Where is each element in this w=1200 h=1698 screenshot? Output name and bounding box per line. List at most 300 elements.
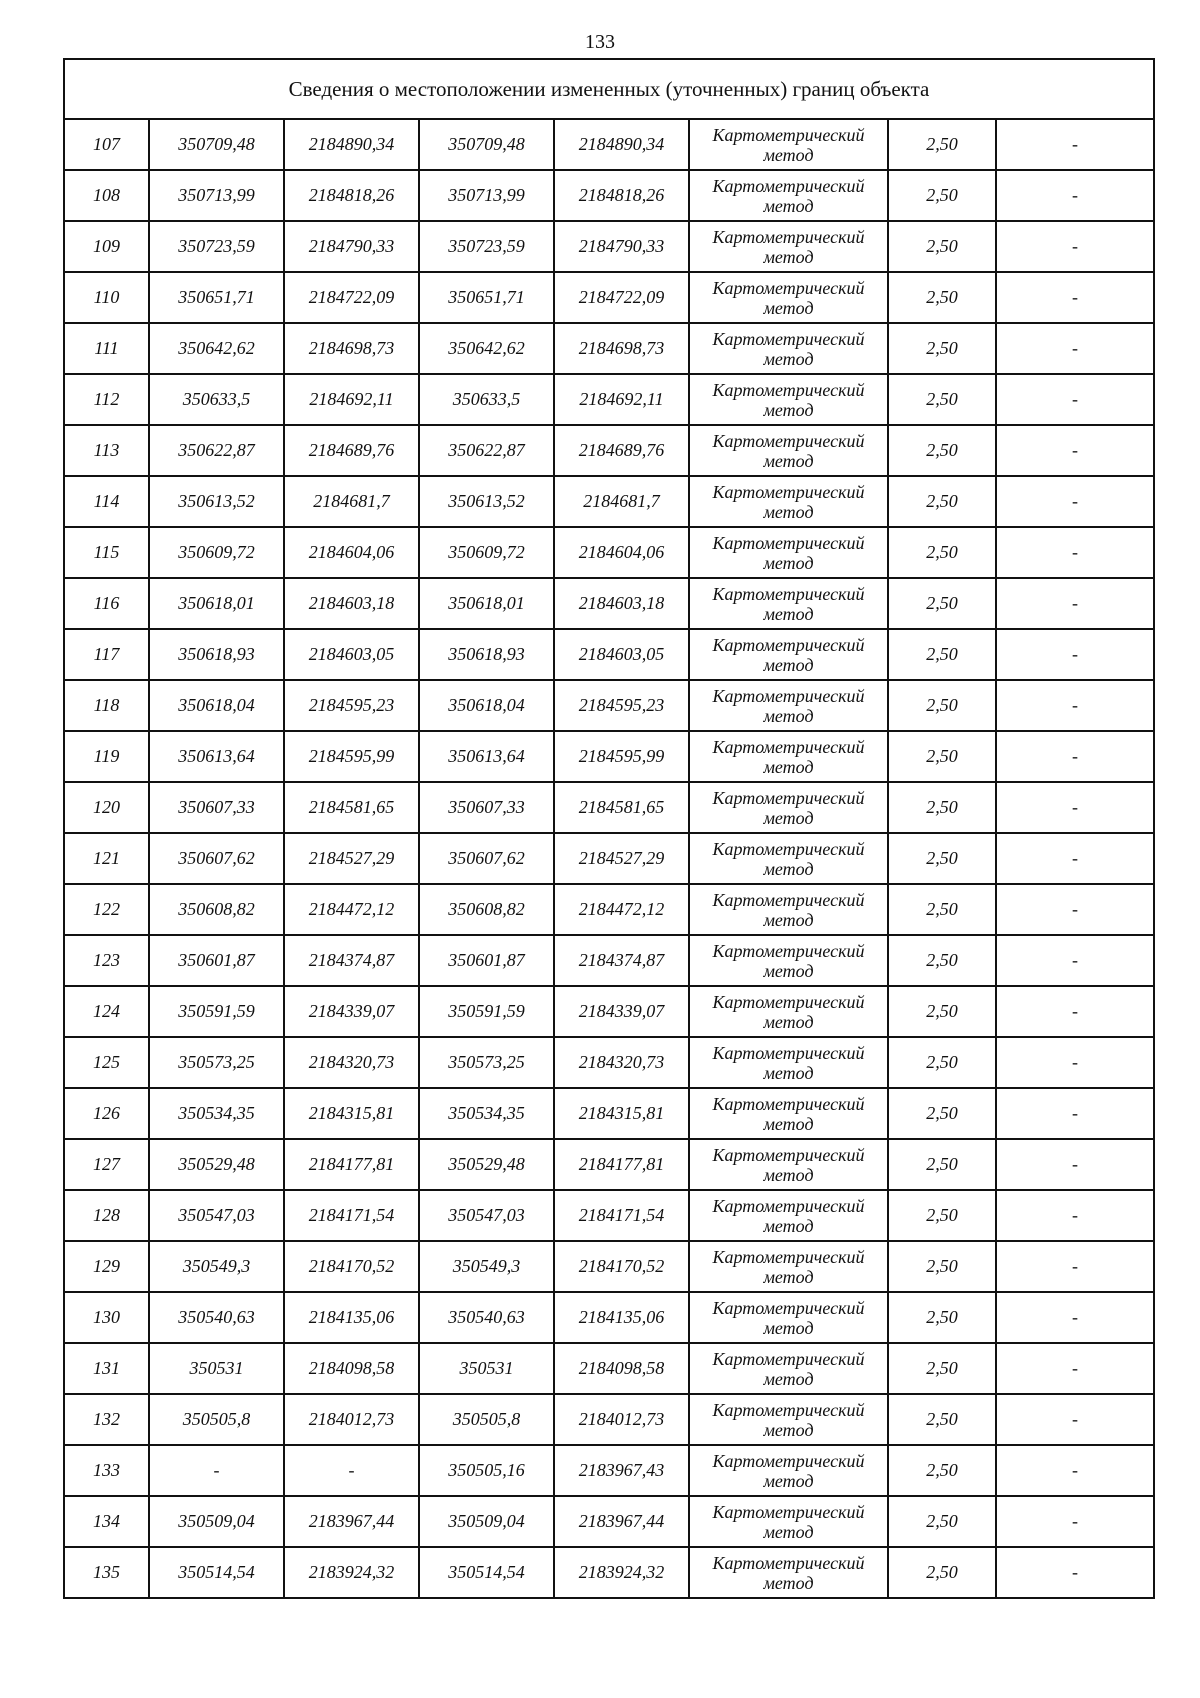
method-line-1: Картометрический (712, 838, 865, 859)
point-number-cell: 117 (64, 629, 149, 680)
y-existing-cell: 2184135,06 (284, 1292, 419, 1343)
x-refined-cell: 350618,04 (419, 680, 554, 731)
method-line-2: метод (763, 807, 814, 828)
method-cell (689, 731, 888, 782)
table-row (64, 1547, 1154, 1598)
table-row (64, 1445, 1154, 1496)
table-row (64, 833, 1154, 884)
method-cell (689, 272, 888, 323)
x-refined-cell: 350509,04 (419, 1496, 554, 1547)
x-refined-cell: 350591,59 (419, 986, 554, 1037)
point-number-cell: 123 (64, 935, 149, 986)
x-existing-cell: 350613,52 (149, 476, 284, 527)
precision-cell: 2,50 (888, 1190, 996, 1241)
point-number-cell: 121 (64, 833, 149, 884)
table-row (64, 1088, 1154, 1139)
method-line-2: метод (763, 1215, 814, 1236)
method-line-2: метод (763, 1368, 814, 1389)
table-row (64, 1241, 1154, 1292)
y-existing-cell: 2184604,06 (284, 527, 419, 578)
y-existing-cell: 2184790,33 (284, 221, 419, 272)
method-cell (689, 1496, 888, 1547)
y-refined-cell: 2184595,23 (554, 680, 689, 731)
table-body (64, 59, 1154, 1598)
y-existing-cell: 2184527,29 (284, 833, 419, 884)
x-existing-cell: 350573,25 (149, 1037, 284, 1088)
y-refined-cell: 2184315,81 (554, 1088, 689, 1139)
method-cell (689, 527, 888, 578)
x-existing-cell: 350591,59 (149, 986, 284, 1037)
precision-cell: 2,50 (888, 527, 996, 578)
y-refined-cell: 2184177,81 (554, 1139, 689, 1190)
x-existing-cell: 350713,99 (149, 170, 284, 221)
point-number-cell: 118 (64, 680, 149, 731)
x-existing-cell: 350723,59 (149, 221, 284, 272)
table-row (64, 1394, 1154, 1445)
y-refined-cell: 2184012,73 (554, 1394, 689, 1445)
note-cell: - (996, 221, 1154, 272)
point-number-cell: 120 (64, 782, 149, 833)
y-refined-cell: 2184818,26 (554, 170, 689, 221)
table-row (64, 476, 1154, 527)
precision-cell: 2,50 (888, 935, 996, 986)
precision-cell: 2,50 (888, 1547, 996, 1598)
y-existing-cell: 2184472,12 (284, 884, 419, 935)
x-existing-cell: 350505,8 (149, 1394, 284, 1445)
precision-cell: 2,50 (888, 1037, 996, 1088)
table-row (64, 1343, 1154, 1394)
x-existing-cell: 350608,82 (149, 884, 284, 935)
y-existing-cell: 2184603,18 (284, 578, 419, 629)
precision-cell: 2,50 (888, 272, 996, 323)
precision-cell: 2,50 (888, 374, 996, 425)
y-refined-cell: 2184604,06 (554, 527, 689, 578)
table-row (64, 884, 1154, 935)
precision-cell: 2,50 (888, 680, 996, 731)
y-refined-cell: 2184689,76 (554, 425, 689, 476)
method-cell (689, 1037, 888, 1088)
precision-cell: 2,50 (888, 1394, 996, 1445)
x-refined-cell: 350613,52 (419, 476, 554, 527)
method-line-2: метод (763, 1470, 814, 1491)
note-cell: - (996, 782, 1154, 833)
point-number-cell: 127 (64, 1139, 149, 1190)
point-number-cell: 107 (64, 119, 149, 170)
x-refined-cell: 350609,72 (419, 527, 554, 578)
method-line-2: метод (763, 246, 814, 267)
note-cell: - (996, 1547, 1154, 1598)
y-existing-cell: 2184595,99 (284, 731, 419, 782)
precision-cell: 2,50 (888, 1496, 996, 1547)
method-line-2: метод (763, 1113, 814, 1134)
y-existing-cell: 2184818,26 (284, 170, 419, 221)
method-line-2: метод (763, 450, 814, 471)
note-cell: - (996, 170, 1154, 221)
note-cell: - (996, 1241, 1154, 1292)
y-existing-cell: 2184171,54 (284, 1190, 419, 1241)
precision-cell: 2,50 (888, 884, 996, 935)
point-number-cell: 116 (64, 578, 149, 629)
note-cell: - (996, 425, 1154, 476)
method-cell (689, 119, 888, 170)
point-number-cell: 133 (64, 1445, 149, 1496)
y-refined-cell: 2184790,33 (554, 221, 689, 272)
x-refined-cell: 350633,5 (419, 374, 554, 425)
x-existing-cell: 350547,03 (149, 1190, 284, 1241)
y-refined-cell: 2184692,11 (554, 374, 689, 425)
method-line-2: метод (763, 756, 814, 777)
x-refined-cell: 350608,82 (419, 884, 554, 935)
method-line-2: метод (763, 1062, 814, 1083)
method-line-1: Картометрический (712, 685, 865, 706)
table-row (64, 629, 1154, 680)
table-row (64, 578, 1154, 629)
y-existing-cell: 2184698,73 (284, 323, 419, 374)
method-line-2: метод (763, 1317, 814, 1338)
point-number-cell: 113 (64, 425, 149, 476)
method-cell (689, 476, 888, 527)
y-existing-cell: 2184595,23 (284, 680, 419, 731)
note-cell: - (996, 833, 1154, 884)
x-refined-cell: 350547,03 (419, 1190, 554, 1241)
point-number-cell: 108 (64, 170, 149, 221)
x-existing-cell: 350534,35 (149, 1088, 284, 1139)
x-refined-cell: 350622,87 (419, 425, 554, 476)
x-refined-cell: 350723,59 (419, 221, 554, 272)
method-line-1: Картометрический (712, 481, 865, 502)
method-cell (689, 884, 888, 935)
y-existing-cell: 2184339,07 (284, 986, 419, 1037)
point-number-cell: 131 (64, 1343, 149, 1394)
method-cell (689, 1547, 888, 1598)
method-cell (689, 578, 888, 629)
precision-cell: 2,50 (888, 1139, 996, 1190)
x-existing-cell: 350531 (149, 1343, 284, 1394)
precision-cell: 2,50 (888, 833, 996, 884)
note-cell: - (996, 1394, 1154, 1445)
precision-cell: 2,50 (888, 170, 996, 221)
method-line-1: Картометрический (712, 328, 865, 349)
method-cell (689, 629, 888, 680)
table-row (64, 425, 1154, 476)
method-line-1: Картометрический (712, 379, 865, 400)
method-line-1: Картометрический (712, 1144, 865, 1165)
x-existing-cell: 350618,93 (149, 629, 284, 680)
method-line-2: метод (763, 1266, 814, 1287)
method-line-1: Картометрический (712, 991, 865, 1012)
method-line-1: Картометрический (712, 940, 865, 961)
method-line-1: Картометрический (712, 787, 865, 808)
table-row (64, 1292, 1154, 1343)
x-existing-cell: 350607,62 (149, 833, 284, 884)
method-line-2: метод (763, 144, 814, 165)
point-number-cell: 128 (64, 1190, 149, 1241)
table-row (64, 221, 1154, 272)
y-existing-cell: 2184320,73 (284, 1037, 419, 1088)
method-line-1: Картометрический (712, 583, 865, 604)
method-line-1: Картометрический (712, 175, 865, 196)
note-cell: - (996, 1343, 1154, 1394)
y-refined-cell: 2184135,06 (554, 1292, 689, 1343)
point-number-cell: 132 (64, 1394, 149, 1445)
x-refined-cell: 350713,99 (419, 170, 554, 221)
table-row (64, 527, 1154, 578)
method-line-1: Картометрический (712, 1501, 865, 1522)
table-row (64, 374, 1154, 425)
note-cell: - (996, 1088, 1154, 1139)
method-line-2: метод (763, 1164, 814, 1185)
table-row (64, 680, 1154, 731)
method-cell (689, 935, 888, 986)
x-existing-cell: 350601,87 (149, 935, 284, 986)
method-line-2: метод (763, 705, 814, 726)
y-refined-cell: 2184098,58 (554, 1343, 689, 1394)
y-refined-cell: 2184320,73 (554, 1037, 689, 1088)
note-cell: - (996, 986, 1154, 1037)
method-line-1: Картометрический (712, 1399, 865, 1420)
y-refined-cell: 2184472,12 (554, 884, 689, 935)
method-line-1: Картометрический (712, 1552, 865, 1573)
x-existing-cell: 350618,04 (149, 680, 284, 731)
table-row (64, 119, 1154, 170)
x-existing-cell: 350651,71 (149, 272, 284, 323)
table-caption: Сведения о местоположении измененных (уточненных) границ объекта (64, 59, 1154, 119)
table-row (64, 1037, 1154, 1088)
x-refined-cell: 350601,87 (419, 935, 554, 986)
x-existing-cell: 350618,01 (149, 578, 284, 629)
point-number-cell: 114 (64, 476, 149, 527)
y-existing-cell: 2184098,58 (284, 1343, 419, 1394)
point-number-cell: 124 (64, 986, 149, 1037)
x-refined-cell: 350549,3 (419, 1241, 554, 1292)
method-line-1: Картометрический (712, 1246, 865, 1267)
point-number-cell: 130 (64, 1292, 149, 1343)
y-refined-cell: 2184603,18 (554, 578, 689, 629)
x-refined-cell: 350505,16 (419, 1445, 554, 1496)
method-line-1: Картометрический (712, 634, 865, 655)
point-number-cell: 122 (64, 884, 149, 935)
precision-cell: 2,50 (888, 221, 996, 272)
x-refined-cell: 350709,48 (419, 119, 554, 170)
x-refined-cell: 350531 (419, 1343, 554, 1394)
y-refined-cell: 2184595,99 (554, 731, 689, 782)
note-cell: - (996, 1037, 1154, 1088)
table-row (64, 1190, 1154, 1241)
x-refined-cell: 350642,62 (419, 323, 554, 374)
y-existing-cell: 2184681,7 (284, 476, 419, 527)
point-number-cell: 119 (64, 731, 149, 782)
note-cell: - (996, 527, 1154, 578)
method-cell (689, 833, 888, 884)
note-cell: - (996, 680, 1154, 731)
point-number-cell: 112 (64, 374, 149, 425)
y-refined-cell: 2184698,73 (554, 323, 689, 374)
method-cell (689, 1394, 888, 1445)
x-refined-cell: 350618,93 (419, 629, 554, 680)
method-cell (689, 425, 888, 476)
method-line-2: метод (763, 297, 814, 318)
method-line-2: метод (763, 399, 814, 420)
method-line-1: Картометрический (712, 736, 865, 757)
y-refined-cell: 2183924,32 (554, 1547, 689, 1598)
precision-cell: 2,50 (888, 1445, 996, 1496)
method-line-2: метод (763, 1011, 814, 1032)
method-cell (689, 1088, 888, 1139)
note-cell: - (996, 1292, 1154, 1343)
method-line-2: метод (763, 960, 814, 981)
x-existing-cell: - (149, 1445, 284, 1496)
method-line-2: метод (763, 348, 814, 369)
method-cell (689, 221, 888, 272)
y-refined-cell: 2184603,05 (554, 629, 689, 680)
method-line-2: метод (763, 603, 814, 624)
method-cell (689, 1139, 888, 1190)
precision-cell: 2,50 (888, 323, 996, 374)
x-refined-cell: 350613,64 (419, 731, 554, 782)
x-refined-cell: 350607,62 (419, 833, 554, 884)
boundary-coordinates-table (63, 58, 1155, 1599)
method-line-2: метод (763, 501, 814, 522)
caption-row (64, 59, 1154, 119)
method-line-1: Картометрический (712, 889, 865, 910)
note-cell: - (996, 629, 1154, 680)
table-row (64, 731, 1154, 782)
method-line-2: метод (763, 195, 814, 216)
x-existing-cell: 350549,3 (149, 1241, 284, 1292)
precision-cell: 2,50 (888, 1343, 996, 1394)
method-line-1: Картометрический (712, 1093, 865, 1114)
method-line-2: метод (763, 909, 814, 930)
table-row (64, 935, 1154, 986)
precision-cell: 2,50 (888, 425, 996, 476)
x-existing-cell: 350613,64 (149, 731, 284, 782)
method-line-2: метод (763, 1572, 814, 1593)
y-existing-cell: 2184603,05 (284, 629, 419, 680)
y-refined-cell: 2184681,7 (554, 476, 689, 527)
x-refined-cell: 350534,35 (419, 1088, 554, 1139)
method-line-1: Картометрический (712, 1297, 865, 1318)
method-cell (689, 374, 888, 425)
x-existing-cell: 350514,54 (149, 1547, 284, 1598)
method-cell (689, 1241, 888, 1292)
table-row (64, 1139, 1154, 1190)
x-existing-cell: 350633,5 (149, 374, 284, 425)
precision-cell: 2,50 (888, 1292, 996, 1343)
x-existing-cell: 350709,48 (149, 119, 284, 170)
x-refined-cell: 350618,01 (419, 578, 554, 629)
x-existing-cell: 350509,04 (149, 1496, 284, 1547)
x-existing-cell: 350540,63 (149, 1292, 284, 1343)
method-line-2: метод (763, 858, 814, 879)
table-row (64, 986, 1154, 1037)
method-cell (689, 986, 888, 1037)
y-existing-cell: 2183967,44 (284, 1496, 419, 1547)
y-existing-cell: 2184581,65 (284, 782, 419, 833)
y-existing-cell: 2184012,73 (284, 1394, 419, 1445)
y-existing-cell: 2184170,52 (284, 1241, 419, 1292)
precision-cell: 2,50 (888, 476, 996, 527)
note-cell: - (996, 1496, 1154, 1547)
y-existing-cell: 2184374,87 (284, 935, 419, 986)
point-number-cell: 110 (64, 272, 149, 323)
note-cell: - (996, 731, 1154, 782)
point-number-cell: 111 (64, 323, 149, 374)
point-number-cell: 115 (64, 527, 149, 578)
method-cell (689, 170, 888, 221)
note-cell: - (996, 119, 1154, 170)
y-refined-cell: 2184170,52 (554, 1241, 689, 1292)
y-refined-cell: 2184527,29 (554, 833, 689, 884)
y-refined-cell: 2184890,34 (554, 119, 689, 170)
y-existing-cell: 2184177,81 (284, 1139, 419, 1190)
x-existing-cell: 350607,33 (149, 782, 284, 833)
page-number: 133 (585, 31, 615, 53)
table-row (64, 1496, 1154, 1547)
note-cell: - (996, 1190, 1154, 1241)
precision-cell: 2,50 (888, 119, 996, 170)
method-cell (689, 1445, 888, 1496)
method-line-1: Картометрический (712, 1450, 865, 1471)
note-cell: - (996, 374, 1154, 425)
point-number-cell: 125 (64, 1037, 149, 1088)
point-number-cell: 135 (64, 1547, 149, 1598)
precision-cell: 2,50 (888, 782, 996, 833)
note-cell: - (996, 272, 1154, 323)
method-line-1: Картометрический (712, 226, 865, 247)
method-line-1: Картометрический (712, 1195, 865, 1216)
method-line-2: метод (763, 552, 814, 573)
y-existing-cell: 2184890,34 (284, 119, 419, 170)
y-refined-cell: 2184339,07 (554, 986, 689, 1037)
y-refined-cell: 2184722,09 (554, 272, 689, 323)
table-row (64, 272, 1154, 323)
table-row (64, 323, 1154, 374)
y-existing-cell: 2184689,76 (284, 425, 419, 476)
precision-cell: 2,50 (888, 1088, 996, 1139)
x-existing-cell: 350529,48 (149, 1139, 284, 1190)
note-cell: - (996, 578, 1154, 629)
method-cell (689, 323, 888, 374)
x-refined-cell: 350529,48 (419, 1139, 554, 1190)
method-cell (689, 1343, 888, 1394)
precision-cell: 2,50 (888, 986, 996, 1037)
y-existing-cell: 2183924,32 (284, 1547, 419, 1598)
precision-cell: 2,50 (888, 578, 996, 629)
method-line-2: метод (763, 1419, 814, 1440)
x-existing-cell: 350622,87 (149, 425, 284, 476)
x-existing-cell: 350609,72 (149, 527, 284, 578)
method-line-1: Картометрический (712, 532, 865, 553)
y-refined-cell: 2184171,54 (554, 1190, 689, 1241)
point-number-cell: 134 (64, 1496, 149, 1547)
method-line-1: Картометрический (712, 1042, 865, 1063)
method-line-2: метод (763, 654, 814, 675)
y-refined-cell: 2183967,43 (554, 1445, 689, 1496)
method-line-1: Картометрический (712, 277, 865, 298)
precision-cell: 2,50 (888, 1241, 996, 1292)
method-line-2: метод (763, 1521, 814, 1542)
method-cell (689, 1292, 888, 1343)
y-existing-cell: - (284, 1445, 419, 1496)
note-cell: - (996, 1445, 1154, 1496)
method-cell (689, 782, 888, 833)
note-cell: - (996, 884, 1154, 935)
note-cell: - (996, 935, 1154, 986)
x-existing-cell: 350642,62 (149, 323, 284, 374)
y-refined-cell: 2184581,65 (554, 782, 689, 833)
y-existing-cell: 2184722,09 (284, 272, 419, 323)
table-row (64, 170, 1154, 221)
